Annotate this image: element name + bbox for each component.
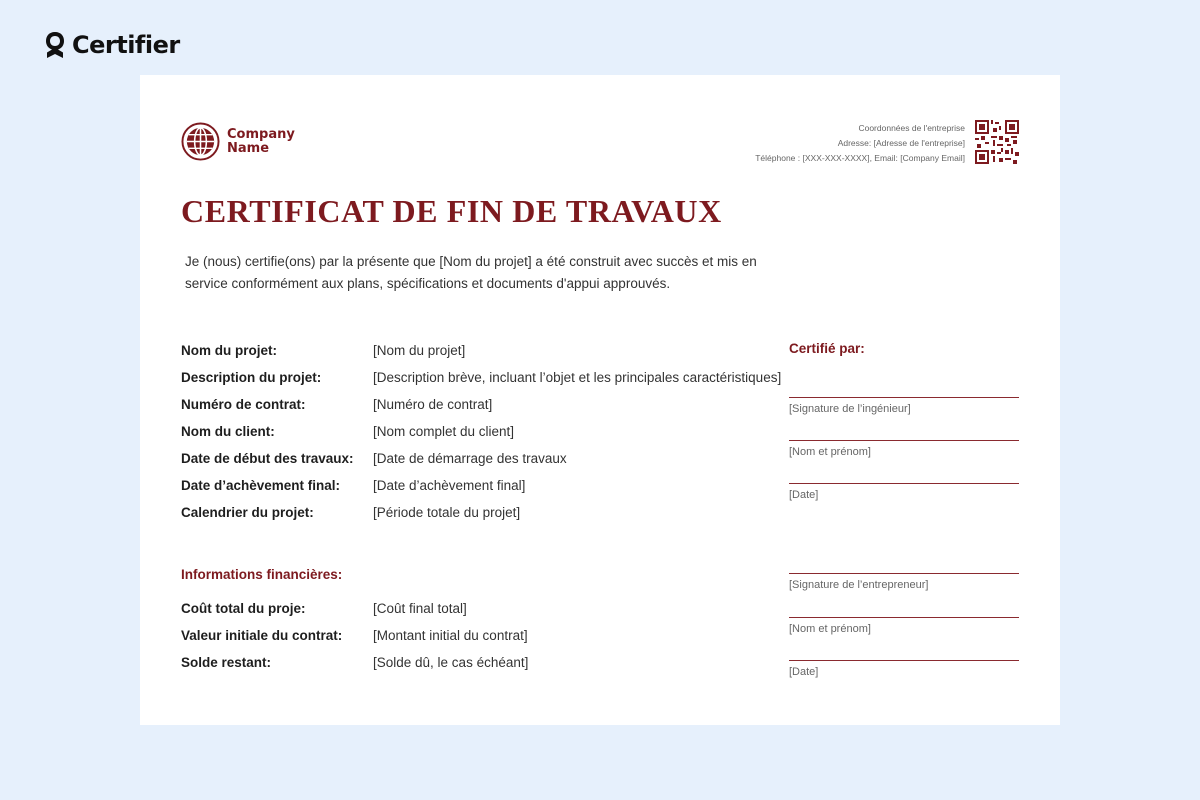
field-row (181, 445, 801, 472)
field-label: Description du projet: (181, 370, 322, 385)
certifier-logo-icon (44, 30, 66, 60)
contractor-name-line (789, 617, 1019, 618)
brand-name: Certifier (72, 31, 180, 59)
financial-row (181, 595, 801, 622)
certificate-title: CERTIFICAT DE FIN DE TRAVAUX (181, 193, 722, 229)
company-block (181, 122, 307, 161)
contact-phone-email: Téléphone : [XXX-XXX-XXXX], Email: [Company Email] (755, 153, 965, 163)
financial-fields (181, 595, 801, 676)
field-value: [Nom du projet] (373, 343, 466, 358)
field-row (181, 418, 801, 445)
field-value: [Date de démarrage des travaux (373, 451, 567, 466)
certificate-document (140, 75, 1060, 725)
field-label: Date de début des travaux: (181, 451, 354, 466)
certificate-intro: Je (nous) certifie(ons) par la présente que [Nom du projet] a été construit avec succès et mis en service conformément aux plans, spécifications et documents d'appui approuvés. (185, 254, 757, 291)
field-row (181, 364, 801, 391)
field-value: [Date d’achèvement final] (373, 478, 526, 493)
engineer-date-line (789, 483, 1019, 484)
field-value: [Description brève, incluant l’objet et les principales caractéristiques] (373, 370, 782, 385)
financial-label: Solde restant: (181, 655, 272, 670)
contractor-signature-line (789, 573, 1019, 574)
globe-icon (181, 122, 220, 161)
engineer-name-line (789, 440, 1019, 441)
qr-code-icon (975, 120, 1019, 164)
company-contact (755, 121, 965, 166)
field-label: Calendrier du projet: (181, 505, 314, 520)
field-label: Nom du client: (181, 424, 275, 439)
field-label: Nom du projet: (181, 343, 277, 358)
contractor-signature-caption: [Signature de l’entrepreneur] (789, 579, 929, 591)
engineer-signature-caption: [Signature de l’ingénieur] (789, 403, 911, 415)
financial-value: [Solde dû, le cas échéant] (373, 655, 529, 670)
field-row (181, 472, 801, 499)
engineer-signature-line (789, 397, 1019, 398)
field-label: Date d’achèvement final: (181, 478, 341, 493)
certified-by-heading: Certifié par: (789, 341, 865, 356)
field-value: [Nom complet du client] (373, 424, 515, 439)
engineer-name-caption: [Nom et prénom] (789, 446, 871, 458)
company-name: Company Name (227, 126, 295, 156)
contact-heading: Coordonnées de l'entreprise (858, 123, 965, 133)
contractor-name-caption: [Nom et prénom] (789, 623, 871, 635)
field-row (181, 391, 801, 418)
field-value: [Numéro de contrat] (373, 397, 493, 412)
financial-heading: Informations financières: (181, 567, 343, 582)
financial-value: [Coût final total] (373, 601, 467, 616)
project-fields (181, 337, 801, 526)
field-row (181, 499, 801, 526)
contact-address: Adresse: [Adresse de l'entreprise] (837, 138, 965, 148)
engineer-date-caption: [Date] (789, 489, 819, 501)
financial-label: Coût total du proje: (181, 601, 306, 616)
contractor-date-line (789, 660, 1019, 661)
financial-label: Valeur initiale du contrat: (181, 628, 343, 643)
financial-value: [Montant initial du contrat] (373, 628, 528, 643)
financial-row (181, 649, 801, 676)
financial-row (181, 622, 801, 649)
contractor-date-caption: [Date] (789, 666, 819, 678)
field-label: Numéro de contrat: (181, 397, 306, 412)
field-value: [Période totale du projet] (373, 505, 521, 520)
certifier-brand (44, 30, 180, 60)
field-row (181, 337, 801, 364)
